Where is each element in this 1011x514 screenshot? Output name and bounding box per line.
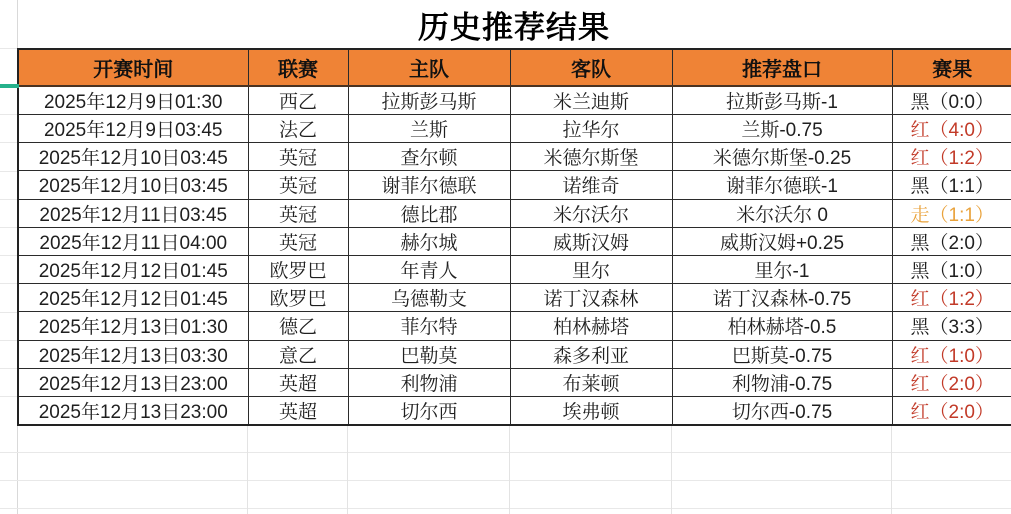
cell-handicap[interactable]: 柏林赫塔-0.5 bbox=[672, 312, 892, 340]
cell-handicap[interactable]: 米尔沃尔 0 bbox=[672, 199, 892, 227]
cell-league[interactable]: 英冠 bbox=[248, 199, 348, 227]
cell-handicap[interactable]: 里尔-1 bbox=[672, 255, 892, 283]
cell-home-team[interactable]: 德比郡 bbox=[348, 199, 510, 227]
cell-away-team[interactable]: 米兰迪斯 bbox=[510, 86, 672, 115]
gridline bbox=[347, 426, 348, 514]
gridline bbox=[247, 426, 248, 514]
cell-home-team[interactable]: 年青人 bbox=[348, 255, 510, 283]
table-row bbox=[18, 284, 1011, 312]
gridline bbox=[0, 199, 17, 200]
header-cell-result[interactable]: 赛果 bbox=[892, 49, 1011, 86]
cell-away-team[interactable]: 森多利亚 bbox=[510, 340, 672, 368]
header-row bbox=[18, 49, 1011, 86]
cell-result[interactable]: 红（1:2） bbox=[892, 284, 1011, 312]
cell-away-team[interactable]: 柏林赫塔 bbox=[510, 312, 672, 340]
cell-league[interactable]: 英超 bbox=[248, 396, 348, 425]
header-cell-time[interactable]: 开赛时间 bbox=[18, 49, 248, 86]
cell-home-team[interactable]: 切尔西 bbox=[348, 396, 510, 425]
gridline bbox=[0, 227, 17, 228]
results-table bbox=[17, 48, 1011, 426]
gridline bbox=[0, 283, 17, 284]
cell-match-time[interactable]: 2025年12月10日03:45 bbox=[18, 171, 248, 199]
cell-result[interactable]: 黑（1:0） bbox=[892, 255, 1011, 283]
gridline bbox=[0, 48, 17, 49]
cell-league[interactable]: 意乙 bbox=[248, 340, 348, 368]
cell-away-team[interactable]: 拉华尔 bbox=[510, 115, 672, 143]
gridline bbox=[509, 426, 510, 514]
table-row bbox=[18, 171, 1011, 199]
cell-away-team[interactable]: 诺丁汉森林 bbox=[510, 284, 672, 312]
cell-home-team[interactable]: 利物浦 bbox=[348, 368, 510, 396]
cell-match-time[interactable]: 2025年12月9日03:45 bbox=[18, 115, 248, 143]
cell-handicap[interactable]: 切尔西-0.75 bbox=[672, 396, 892, 425]
cell-home-team[interactable]: 兰斯 bbox=[348, 115, 510, 143]
gridline bbox=[0, 452, 1011, 453]
cell-handicap[interactable]: 米德尔斯堡-0.25 bbox=[672, 143, 892, 171]
header-cell-home[interactable]: 主队 bbox=[348, 49, 510, 86]
cell-league[interactable]: 英超 bbox=[248, 368, 348, 396]
gridline bbox=[0, 114, 17, 115]
cell-result[interactable]: 红（2:0） bbox=[892, 368, 1011, 396]
cell-league[interactable]: 英冠 bbox=[248, 171, 348, 199]
gridline bbox=[0, 171, 17, 172]
header-cell-away[interactable]: 客队 bbox=[510, 49, 672, 86]
cell-match-time[interactable]: 2025年12月13日23:00 bbox=[18, 368, 248, 396]
cell-handicap[interactable]: 拉斯彭马斯-1 bbox=[672, 86, 892, 115]
cell-result[interactable]: 黑（1:1） bbox=[892, 171, 1011, 199]
cell-result[interactable]: 走（1:1） bbox=[892, 199, 1011, 227]
table-row bbox=[18, 143, 1011, 171]
cell-home-team[interactable]: 谢菲尔德联 bbox=[348, 171, 510, 199]
table-row bbox=[18, 396, 1011, 425]
cell-handicap[interactable]: 威斯汉姆+0.25 bbox=[672, 227, 892, 255]
cell-result[interactable]: 红（4:0） bbox=[892, 115, 1011, 143]
table-row bbox=[18, 227, 1011, 255]
cell-result[interactable]: 黑（2:0） bbox=[892, 227, 1011, 255]
cell-result[interactable]: 黑（0:0） bbox=[892, 86, 1011, 115]
cell-league[interactable]: 欧罗巴 bbox=[248, 284, 348, 312]
cell-league[interactable]: 法乙 bbox=[248, 115, 348, 143]
cell-league[interactable]: 英冠 bbox=[248, 143, 348, 171]
gridline bbox=[891, 426, 892, 514]
cell-match-time[interactable]: 2025年12月13日01:30 bbox=[18, 312, 248, 340]
cell-away-team[interactable]: 米尔沃尔 bbox=[510, 199, 672, 227]
cell-match-time[interactable]: 2025年12月12日01:45 bbox=[18, 284, 248, 312]
header-cell-league[interactable]: 联赛 bbox=[248, 49, 348, 86]
table-row bbox=[18, 86, 1011, 115]
cell-away-team[interactable]: 威斯汉姆 bbox=[510, 227, 672, 255]
cell-match-time[interactable]: 2025年12月12日01:45 bbox=[18, 255, 248, 283]
cell-match-time[interactable]: 2025年12月11日04:00 bbox=[18, 227, 248, 255]
cell-match-time[interactable]: 2025年12月13日03:30 bbox=[18, 340, 248, 368]
cell-league[interactable]: 英冠 bbox=[248, 227, 348, 255]
cell-result[interactable]: 红（1:2） bbox=[892, 143, 1011, 171]
table-row bbox=[18, 199, 1011, 227]
cell-away-team[interactable]: 诺维奇 bbox=[510, 171, 672, 199]
table-row bbox=[18, 312, 1011, 340]
table-header bbox=[18, 49, 1011, 86]
gridline bbox=[671, 426, 672, 514]
cell-league[interactable]: 西乙 bbox=[248, 86, 348, 115]
gridline bbox=[0, 255, 17, 256]
gridline bbox=[0, 508, 1011, 509]
cell-away-team[interactable]: 米德尔斯堡 bbox=[510, 143, 672, 171]
table-row bbox=[18, 115, 1011, 143]
gridline bbox=[0, 396, 17, 397]
gridline bbox=[0, 340, 17, 341]
cell-handicap[interactable]: 兰斯-0.75 bbox=[672, 115, 892, 143]
cell-match-time[interactable]: 2025年12月10日03:45 bbox=[18, 143, 248, 171]
cell-home-team[interactable]: 巴勒莫 bbox=[348, 340, 510, 368]
table-row bbox=[18, 340, 1011, 368]
gridline bbox=[0, 142, 17, 143]
cell-league[interactable]: 欧罗巴 bbox=[248, 255, 348, 283]
cell-handicap[interactable]: 诺丁汉森林-0.75 bbox=[672, 284, 892, 312]
cell-handicap[interactable]: 谢菲尔德联-1 bbox=[672, 171, 892, 199]
cell-home-team[interactable]: 菲尔特 bbox=[348, 312, 510, 340]
cell-result[interactable]: 红（2:0） bbox=[892, 396, 1011, 425]
cell-home-team[interactable]: 赫尔城 bbox=[348, 227, 510, 255]
cell-home-team[interactable]: 乌德勒支 bbox=[348, 284, 510, 312]
header-cell-handicap[interactable]: 推荐盘口 bbox=[672, 49, 892, 86]
cell-away-team[interactable]: 埃弗顿 bbox=[510, 396, 672, 425]
cell-match-time[interactable]: 2025年12月11日03:45 bbox=[18, 199, 248, 227]
selection-indicator bbox=[0, 84, 19, 88]
sheet-title: 历史推荐结果 bbox=[418, 9, 610, 45]
table-row bbox=[18, 368, 1011, 396]
cell-away-team[interactable]: 布莱顿 bbox=[510, 368, 672, 396]
cell-handicap[interactable]: 巴斯莫-0.75 bbox=[672, 340, 892, 368]
cell-home-team[interactable]: 拉斯彭马斯 bbox=[348, 86, 510, 115]
table-row bbox=[18, 255, 1011, 283]
cell-match-time[interactable]: 2025年12月13日23:00 bbox=[18, 396, 248, 425]
cell-league[interactable]: 德乙 bbox=[248, 312, 348, 340]
gridline bbox=[0, 368, 17, 369]
gridline bbox=[0, 480, 1011, 481]
cell-handicap[interactable]: 利物浦-0.75 bbox=[672, 368, 892, 396]
cell-match-time[interactable]: 2025年12月9日01:30 bbox=[18, 86, 248, 115]
cell-result[interactable]: 黑（3:3） bbox=[892, 312, 1011, 340]
table-body bbox=[18, 86, 1011, 425]
gridline bbox=[0, 312, 17, 313]
cell-result[interactable]: 红（1:0） bbox=[892, 340, 1011, 368]
cell-home-team[interactable]: 查尔顿 bbox=[348, 143, 510, 171]
cell-away-team[interactable]: 里尔 bbox=[510, 255, 672, 283]
